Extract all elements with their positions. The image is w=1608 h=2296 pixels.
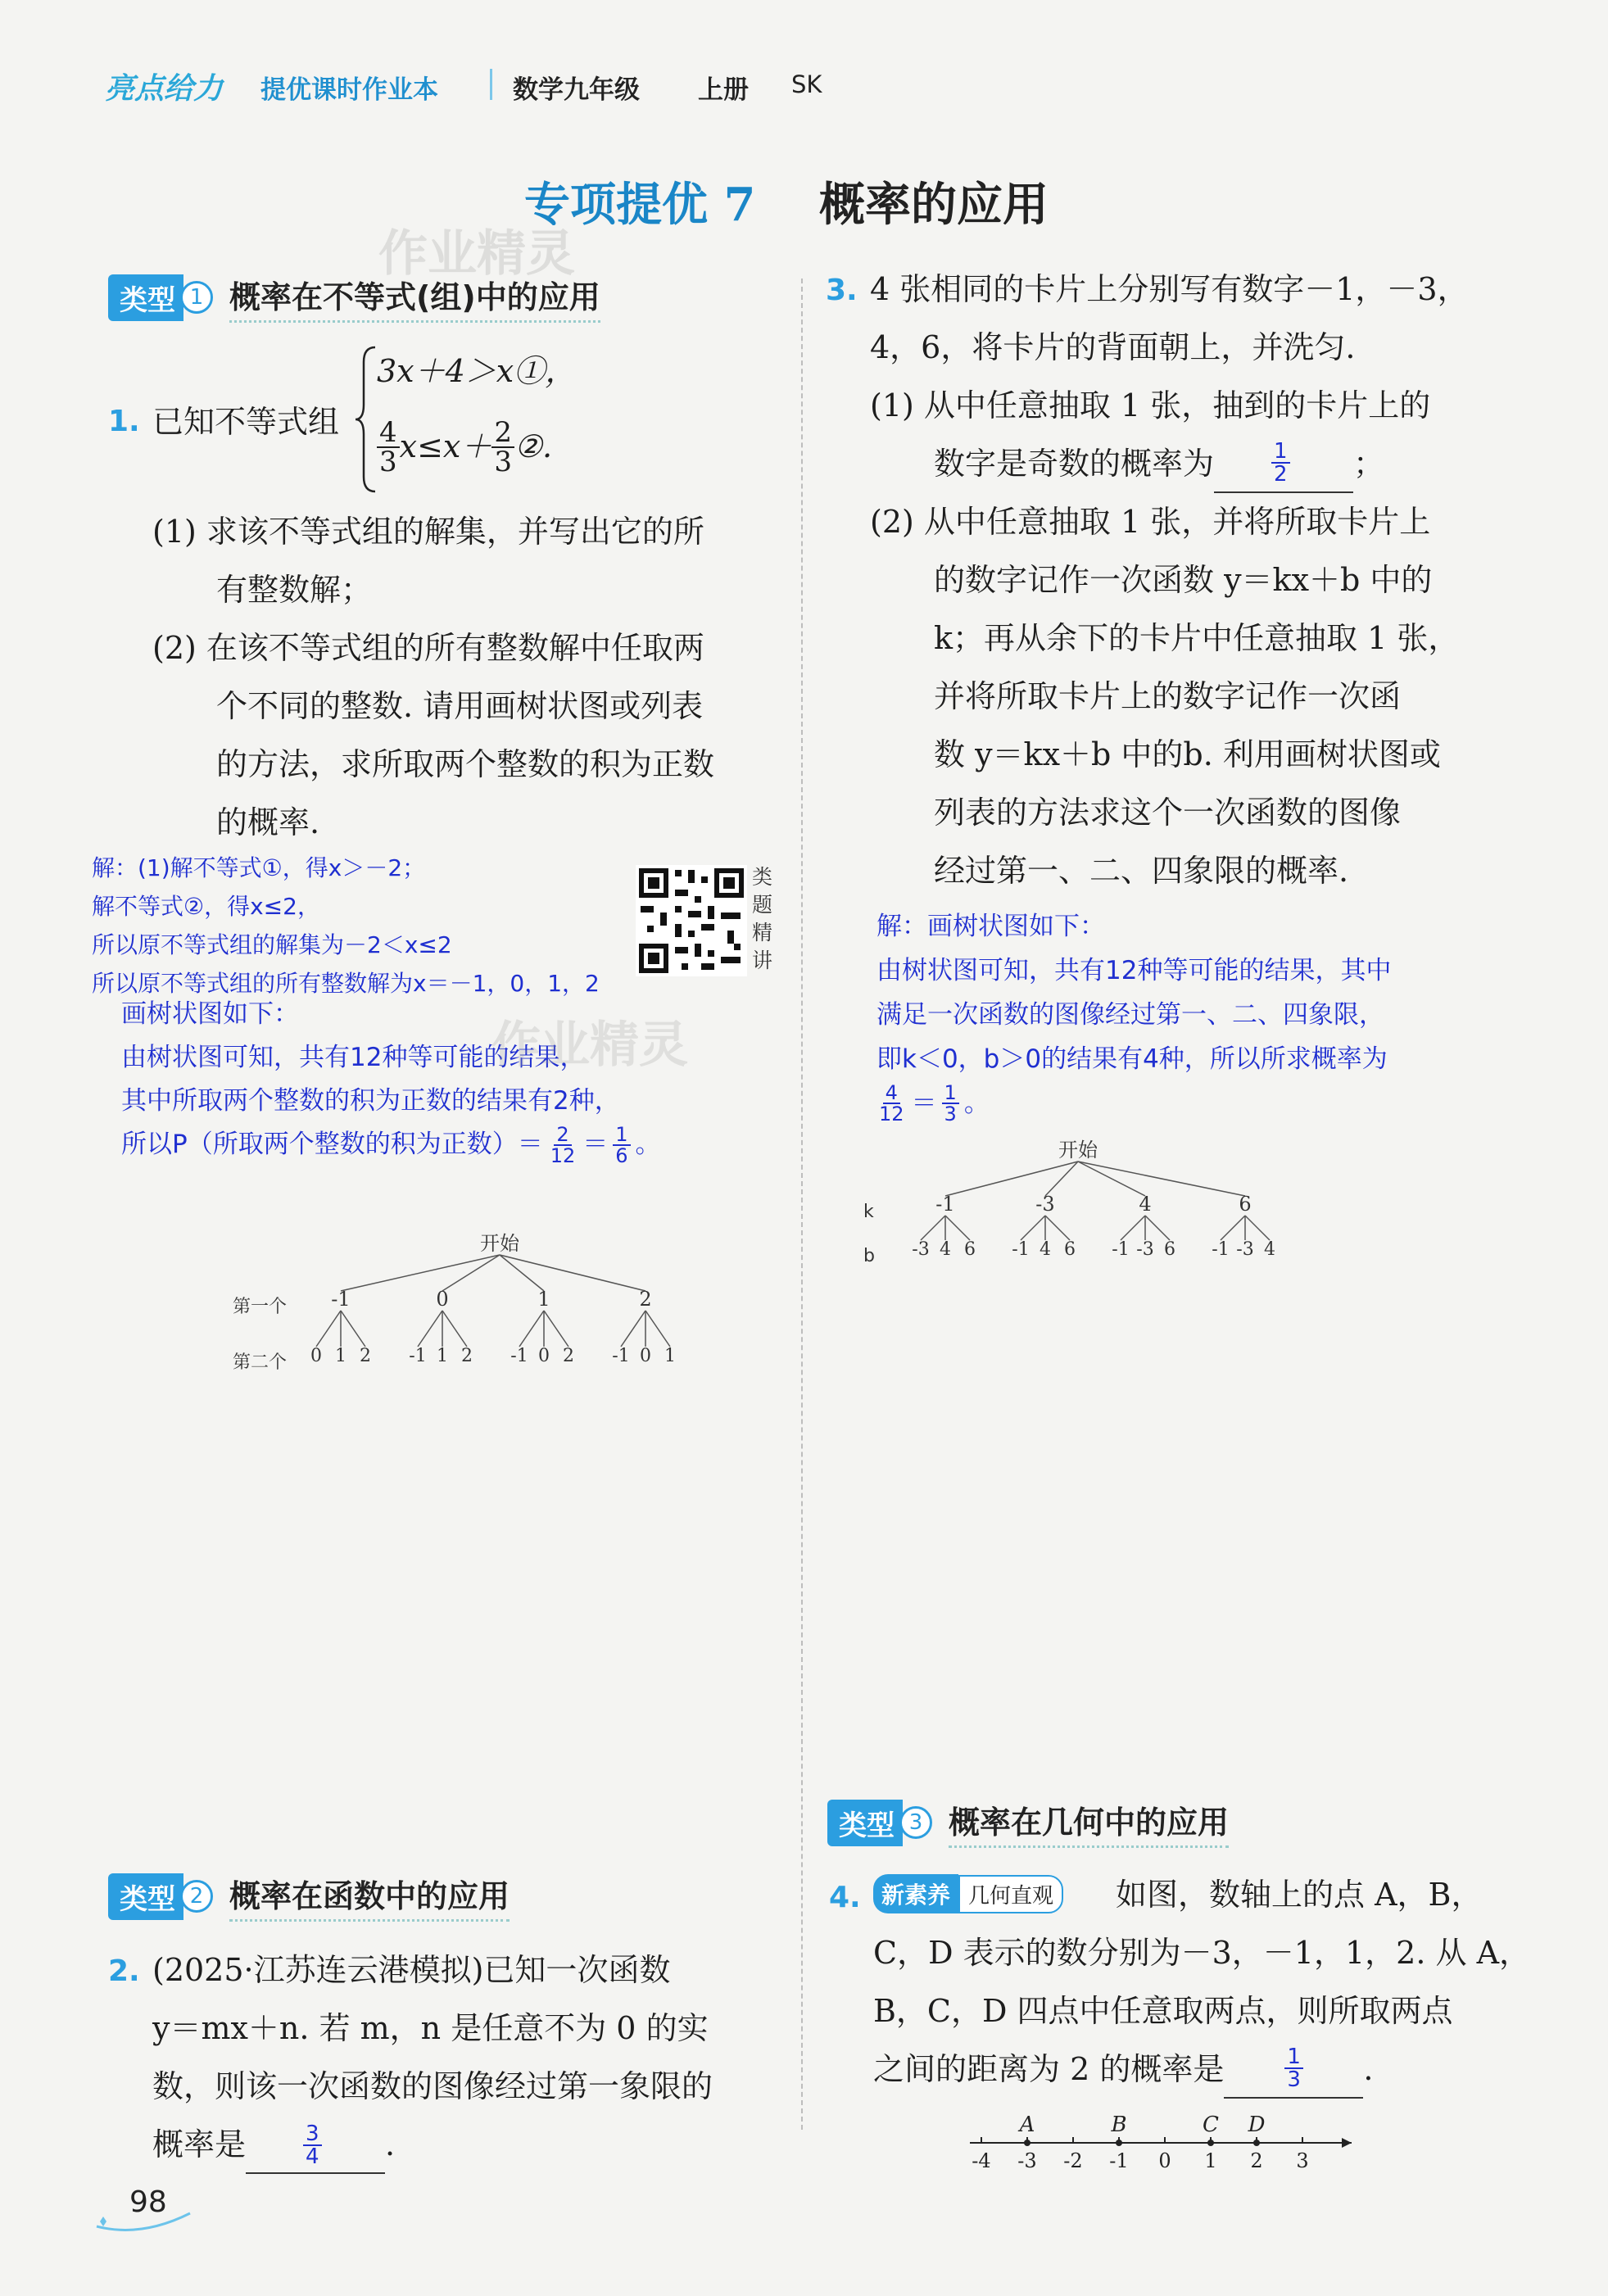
- text-line: (1) 求该不等式组的解集，并写出它的所: [152, 514, 704, 550]
- tree-branch: [442, 1311, 467, 1347]
- fraction-numerator: 1: [1284, 2046, 1303, 2069]
- type-tag: 类型: [827, 1800, 903, 1846]
- text-line: (1) 从中任意抽取 1 张，抽到的卡片上的: [870, 387, 1431, 423]
- text-line: (2025·江苏连云港模拟)已知一次函数: [152, 1952, 671, 1988]
- text-line: 的概率.: [216, 804, 320, 840]
- tree-leaf: -3: [1136, 1239, 1154, 1260]
- tree-node: -3: [1035, 1193, 1055, 1216]
- tree-leaf: 6: [964, 1239, 976, 1260]
- text-line: 的方法，求所取两个整数的积为正数: [216, 746, 715, 782]
- question-number: 3.: [826, 274, 858, 307]
- q2-body: [152, 1941, 713, 2174]
- badge-new: 新素养: [873, 1874, 958, 1913]
- answer-blank[interactable]: [1214, 439, 1353, 493]
- tree-node: 4: [1139, 1193, 1152, 1216]
- text-line: [152, 2116, 713, 2174]
- tree-leaf: -1: [510, 1346, 528, 1366]
- tree-leaf: 2: [360, 1346, 371, 1366]
- tree-leaf: -1: [1112, 1239, 1130, 1260]
- fraction-denominator: 6: [615, 1143, 628, 1167]
- tree-leaf: 2: [461, 1346, 473, 1366]
- tree-leaf: 4: [1040, 1239, 1051, 1260]
- q3-solution: [876, 904, 1391, 1125]
- system-brace: [354, 344, 378, 496]
- text-end: .: [1363, 2051, 1374, 2087]
- q3-body: [870, 260, 1469, 900]
- fraction-denominator: 3: [379, 445, 397, 478]
- axis-tick-label: -1: [1109, 2149, 1129, 2172]
- tree-leaf: -1: [612, 1346, 630, 1366]
- tree-branch: [341, 1311, 365, 1347]
- number-line: [967, 2097, 1360, 2171]
- tree-branch: [1078, 1162, 1145, 1196]
- solution-line: 满足一次函数的图像经过第一、二、四象限，: [876, 1000, 1384, 1030]
- fraction-denominator: 3: [944, 1103, 957, 1125]
- type-title: 概率在不等式(组)中的应用: [229, 272, 600, 323]
- ineq2-text: x≤x＋: [399, 428, 492, 464]
- text-line: 如图，数轴上的点 A，B，: [1116, 1877, 1483, 1913]
- tree-leaf: -1: [1212, 1239, 1230, 1260]
- type-title: 概率在几何中的应用: [949, 1797, 1229, 1848]
- tree-root: 开始: [480, 1232, 519, 1255]
- q1-lead: 已知不等式组: [152, 404, 340, 440]
- volume: 上册: [698, 75, 749, 105]
- axis-point: [1207, 2140, 1214, 2146]
- solution-line: 所以P（所取两个整数的积为正数）＝ $\frac{2}{12}$ ＝ $\frac{1}{6}$ 。: [121, 1122, 661, 1167]
- qr-caption: 类题精讲: [752, 865, 773, 972]
- axis-tick-label: -4: [972, 2149, 991, 2172]
- tree-branch: [645, 1311, 670, 1347]
- type-title: 概率在函数中的应用: [229, 1871, 510, 1922]
- book-title: 提优课时作业本: [260, 75, 438, 105]
- tree-branch: [921, 1216, 945, 1240]
- text-line: 之间的距离为 2 的概率是: [873, 2051, 1225, 2087]
- text-line: 数 y＝kx＋b 中的b. 利用画树状图或: [934, 736, 1441, 772]
- question-number: 1.: [108, 405, 140, 438]
- tree-branch: [945, 1216, 970, 1240]
- text-line: 数字是奇数的概率为: [934, 446, 1215, 482]
- watermark: 作业精灵: [491, 1017, 688, 1074]
- tree-row-label: b: [863, 1246, 875, 1266]
- axis-tick-label: -2: [1063, 2149, 1083, 2172]
- text-line: [873, 2040, 1530, 2099]
- tree-leaf: 0: [640, 1346, 651, 1366]
- tree-leaf: 0: [310, 1346, 322, 1366]
- axis-tick-label: 3: [1296, 2149, 1309, 2172]
- tree-leaf: 2: [563, 1346, 574, 1366]
- tree-branch: [1145, 1216, 1170, 1240]
- tree-leaf: 6: [1064, 1239, 1076, 1260]
- solution-line: 由树状图可知，共有12种等可能的结果，其中: [876, 956, 1392, 985]
- fraction-numerator: 2: [491, 419, 514, 448]
- type-tag: 类型: [108, 1873, 183, 1920]
- tree-leaf: 1: [335, 1346, 347, 1366]
- tree-row-label: 第一个: [233, 1297, 288, 1317]
- tree-node: -1: [331, 1288, 351, 1311]
- text-line: 列表的方法求这个一次函数的图像: [934, 795, 1402, 831]
- tree-branch: [1078, 1162, 1245, 1196]
- text-line: 经过第一、二、四象限的概率.: [934, 853, 1349, 889]
- tree-leaf: -3: [1236, 1239, 1254, 1260]
- fraction-denominator: 3: [1287, 2067, 1301, 2092]
- axis-point-label: A: [1019, 2113, 1035, 2137]
- q3-tree-diagram: [860, 1137, 1302, 1268]
- fraction-denominator: 2: [1274, 462, 1288, 487]
- axis-point-label: C: [1203, 2113, 1219, 2137]
- fraction-numerator: 1: [1271, 441, 1290, 464]
- solution-text: 所以P（所取两个整数的积为正数）＝: [121, 1130, 543, 1159]
- fraction-numerator: 4: [883, 1083, 900, 1104]
- solution-line: 由树状图可知，共有12种等可能的结果，: [121, 1043, 586, 1072]
- page-title-prefix: 专项提优 7: [524, 178, 756, 232]
- fraction: [942, 1083, 959, 1124]
- text-line: 并将所取卡片上的数字记作一次函: [934, 678, 1402, 714]
- column-divider: [801, 279, 803, 2130]
- tree-branch: [418, 1311, 442, 1347]
- fraction-denominator: 12: [879, 1103, 904, 1125]
- axis-point: [1116, 2140, 1122, 2146]
- answer-blank[interactable]: [246, 2120, 385, 2174]
- type-2-heading: [108, 1871, 510, 1922]
- text-line: [870, 435, 1469, 493]
- text-line: 个不同的整数. 请用画树状图或列表: [216, 688, 704, 724]
- q1-ineq1: 3x＋4＞x①，: [377, 353, 577, 389]
- question-number: 2.: [108, 1954, 140, 1988]
- tree-branch: [1045, 1162, 1078, 1196]
- solution-line: 所以原不等式组的所有整数解为x＝－1，0，1，2: [92, 970, 600, 997]
- q1-ineq2: [377, 415, 553, 478]
- answer-blank[interactable]: [1224, 2045, 1363, 2099]
- q1-solution-a: [92, 849, 600, 1003]
- badge-geometry: 几何直观: [958, 1875, 1063, 1913]
- tree-branch: [1121, 1216, 1145, 1240]
- axis-tick-label: -3: [1017, 2149, 1037, 2172]
- tree-row-label: k: [863, 1202, 874, 1222]
- solution-line: 解不等式②，得x≤2，: [92, 893, 320, 920]
- brand-logo: 亮点给力: [105, 72, 224, 106]
- text-end: .: [385, 2126, 396, 2162]
- fraction-numerator: 2: [554, 1125, 571, 1146]
- tree-branch: [1221, 1216, 1245, 1240]
- subject: 数学九年级: [513, 75, 640, 105]
- tree-branch: [341, 1255, 500, 1291]
- tree-leaf: -1: [1012, 1239, 1030, 1260]
- fraction-numerator: 3: [303, 2123, 322, 2146]
- tree-branch: [945, 1162, 1078, 1196]
- type-number: 2: [180, 1880, 213, 1913]
- tree-node: 2: [639, 1288, 652, 1311]
- text-line: 概率是: [152, 2126, 247, 2162]
- axis-tick-label: 2: [1250, 2149, 1263, 2172]
- text-line: (2) 从中任意抽取 1 张，并将所取卡片上: [870, 504, 1431, 540]
- fraction: [491, 415, 514, 478]
- tree-leaf: -1: [409, 1346, 427, 1366]
- solution-line: 所以原不等式组的解集为－2＜x≤2: [92, 931, 452, 958]
- fraction: [1271, 441, 1290, 485]
- type-number: 3: [899, 1806, 932, 1839]
- fraction: [876, 1083, 907, 1124]
- axis-point-label: B: [1111, 2113, 1127, 2137]
- tree-branch: [519, 1311, 544, 1347]
- text-line: y＝mx＋n. 若 m，n 是任意不为 0 的实: [152, 2010, 709, 2046]
- solution-line: 其中所取两个整数的积为正数的结果有2种，: [121, 1086, 620, 1116]
- axis-arrow: [1342, 2138, 1352, 2148]
- header-divider: [490, 69, 492, 100]
- axis-point: [1253, 2140, 1260, 2146]
- tree-branch: [316, 1311, 341, 1347]
- q4-body: [873, 1866, 1530, 2099]
- tree-leaf: 0: [538, 1346, 550, 1366]
- text-line: B，C，D 四点中任意取两点，则所取两点: [873, 1993, 1453, 2029]
- fraction: [377, 415, 400, 478]
- text-line: C，D 表示的数分别为－3，－1，1，2. 从 A，: [873, 1935, 1531, 1971]
- fraction-denominator: 3: [494, 445, 512, 478]
- tree-root: 开始: [1058, 1139, 1098, 1162]
- tree-leaf: -3: [912, 1239, 930, 1260]
- tree-branch: [621, 1311, 645, 1347]
- fraction: [303, 2123, 322, 2167]
- text-line: 有整数解；: [216, 572, 373, 608]
- tree-branch: [442, 1255, 500, 1291]
- solution-end: 。: [963, 1089, 990, 1118]
- type-1-heading: [108, 272, 600, 323]
- tree-branch: [1021, 1216, 1045, 1240]
- fraction: [613, 1122, 630, 1167]
- fraction: [1284, 2046, 1303, 2090]
- text-line: 4，6，将卡片的背面朝上，并洗匀.: [870, 329, 1356, 365]
- text-line: (2) 在该不等式组的所有整数解中任取两: [152, 630, 704, 666]
- axis-point-label: D: [1248, 2113, 1266, 2137]
- axis-point: [1024, 2140, 1030, 2146]
- type-number: 1: [180, 281, 213, 314]
- fraction-denominator: 12: [550, 1143, 576, 1167]
- axis-tick-label: 1: [1204, 2149, 1217, 2172]
- type-tag: 类型: [108, 274, 183, 321]
- tree-branch: [544, 1311, 568, 1347]
- tree-node: -1: [935, 1193, 955, 1216]
- fraction: [548, 1122, 578, 1167]
- tree-node: 1: [537, 1288, 550, 1311]
- tree-branch: [1245, 1216, 1270, 1240]
- tree-leaf: 1: [664, 1346, 676, 1366]
- axis-tick-label: 0: [1158, 2149, 1171, 2172]
- qr-code[interactable]: [636, 865, 747, 976]
- tree-leaf: 6: [1164, 1239, 1175, 1260]
- tree-leaf: 4: [940, 1239, 951, 1260]
- fraction-numerator: 1: [613, 1125, 630, 1146]
- tree-row-label: 第二个: [233, 1352, 288, 1373]
- text-line: 的数字记作一次函数 y＝kx＋b 中的: [934, 562, 1433, 598]
- q1-tree-diagram: [229, 1229, 676, 1376]
- page-title: 概率的应用: [819, 178, 1049, 232]
- text-line: 数，则该一次函数的图像经过第一象限的: [152, 2068, 713, 2104]
- edition: SK: [791, 70, 822, 98]
- solution-line: $\frac{4}{12}$ ＝ $\frac{1}{3}$ 。: [876, 1081, 1391, 1125]
- watermark: 作业精灵: [378, 225, 575, 283]
- text-line: k；再从余下的卡片中任意抽取 1 张，: [934, 620, 1460, 656]
- fraction-denominator: 4: [306, 2144, 319, 2169]
- solution-line: 即k＜0，b＞0的结果有4种，所以所求概率为: [876, 1044, 1388, 1074]
- q1-part1: [152, 503, 714, 852]
- tree-node: 6: [1239, 1193, 1252, 1216]
- solution-line: 解：(1)解不等式①，得x＞－2；: [92, 854, 426, 881]
- solution-line: 解：画树状图如下：: [876, 912, 1105, 941]
- text-line: 4 张相同的卡片上分别写有数字－1，－3，: [870, 271, 1469, 307]
- fraction-numerator: 1: [942, 1083, 959, 1104]
- ineq2-end: ②.: [514, 428, 553, 464]
- tree-branch: [1045, 1216, 1070, 1240]
- tree-node: 0: [436, 1288, 449, 1311]
- tree-leaf: 4: [1264, 1239, 1275, 1260]
- type-3-heading: [827, 1797, 1229, 1848]
- page-number: 98: [129, 2185, 167, 2219]
- solution-line: 画树状图如下：: [121, 999, 299, 1029]
- question-number: 4.: [829, 1881, 861, 1914]
- text-end: ；: [1353, 446, 1385, 482]
- fraction-numerator: 4: [377, 419, 400, 448]
- tree-leaf: 1: [437, 1346, 448, 1366]
